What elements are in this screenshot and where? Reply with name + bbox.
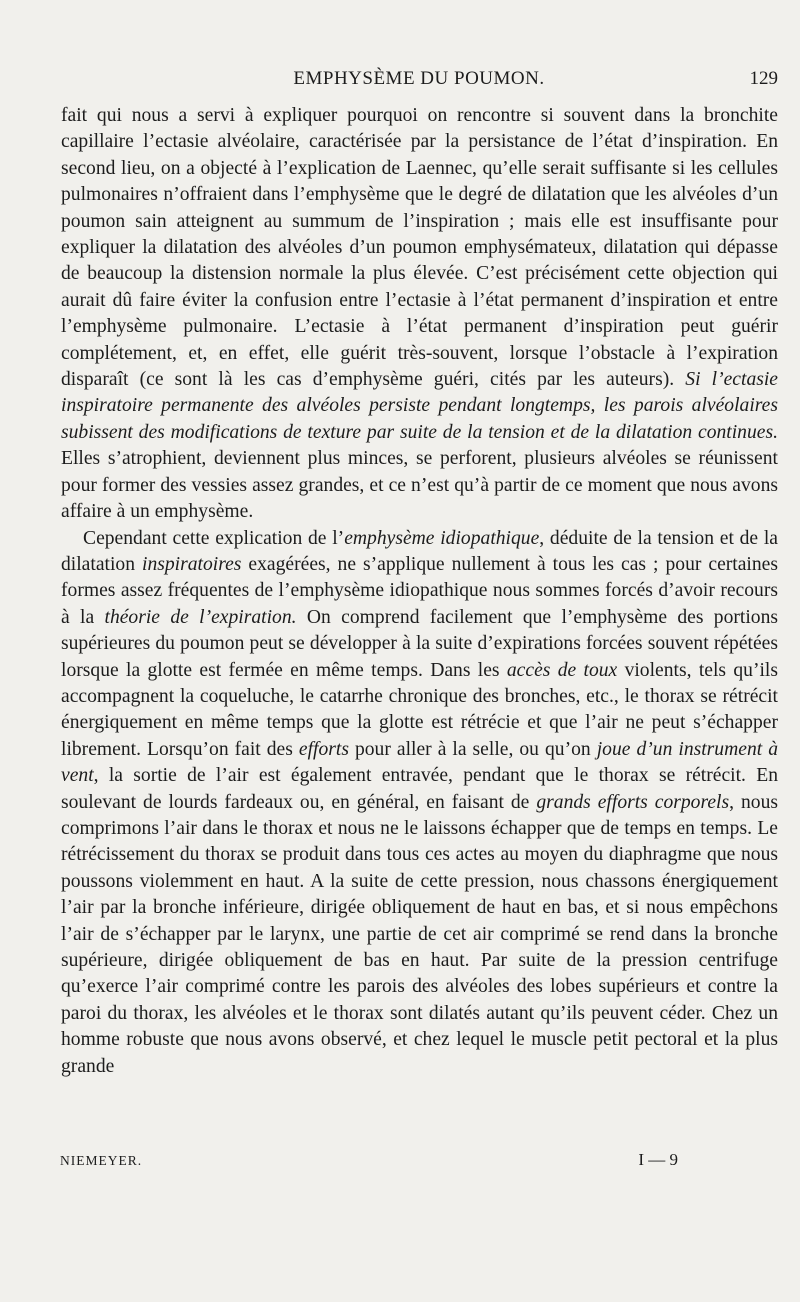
- italic-run: accès de toux: [506, 659, 618, 681]
- text-run: violents, tels qu’ils accompagnent la coqueluche, le catarrhe chronique des bronches, etc., le thorax se rétrécit énergiquement en même temps que la glotte est rétrécie et que l’air ne peut s’échapper librement. Lorsqu’on fait des: [61, 659, 778, 760]
- italic-run: joue d’un instrument à vent: [61, 738, 778, 787]
- italic-run: théorie de l’expiration.: [104, 606, 297, 628]
- page-footer: [60, 1150, 678, 1173]
- page-number: 129: [749, 68, 778, 89]
- italic-run: grands efforts corporels: [536, 791, 730, 813]
- text-run: Elles s’atrophient, deviennent plus minces, se perforent, plusieurs alvéoles se réunissent pour former des vessies assez grandes, et ce n’est qu’à partir de ce moment que nous avons affaire à un emphysème.: [61, 448, 778, 523]
- text-run: pour aller à la selle, ou qu’on: [348, 738, 597, 760]
- text-run: exagérées, ne s’applique nullement à tous les cas ; pour certaines formes assez fréquentes de l’emphysème idiopathique nous sommes forcés d’avoir recours à la: [61, 553, 778, 628]
- text-run: , déduite de la tension et de la dilatation: [61, 527, 778, 575]
- italic-run: efforts: [298, 738, 349, 760]
- text-run: , la sortie de l’air est également entravée, pendant que le thorax se rétrécit. En soulevant de lourds fardeaux ou, en général, en faisant de: [61, 765, 778, 813]
- paragraph: [61, 103, 778, 526]
- body-text: [61, 103, 778, 1080]
- text-run: On comprend facilement que l’emphysème des portions supérieures du poumon peut se développer à la suite d’expirations forcées souvent répétées lorsque la glotte est fermée en même temps. Dans les: [61, 606, 779, 681]
- paragraph: [61, 526, 778, 1081]
- italic-run: inspiratoires: [142, 553, 242, 575]
- running-title: EMPHYSÈME DU POUMON.: [293, 68, 545, 89]
- text-run: fait qui nous a servi à expliquer pourquoi on rencontre si souvent dans la bronchite capillaire l’ectasie alvéolaire, caractérisée par la persistance de l’état d’inspiration. En second lieu, on a objecté à l’explication de Laennec, qu’elle serait suffisante si les cellules pulmonaires n’offraient dans l’emphysème que le degré de dilatation que les alvéoles d’un poumon sain atteignent au summum de l’inspiration ; mais elle est insuffisante pour expliquer la dilatation des alvéoles d’un poumon emphysémateux, dilatation qui dépasse de beaucoup la distension normale la plus élevée. C’est précisément cette objection qui aurait dû faire éviter la confusion entre l’ectasie à l’état permanent d’inspiration et entre l’emphysème pulmonaire. L’ectasie à l’état permanent d’inspiration peut guérir complétement, et, en effet, elle guérit très-souvent, lorsque l’obstacle à l’expiration disparaît (ce sont là les cas d’emphysème guéri, cités par les auteurs).: [61, 105, 778, 391]
- italic-run: Si l’ectasie inspiratoire permanente des alvéoles persiste pendant longtemps, les parois alvéolaires subissent des modifications de texture par suite de la tension et de la dilatation continues.: [61, 369, 779, 443]
- italic-run: emphysème idiopathique: [344, 527, 540, 549]
- page-header: [60, 68, 778, 94]
- signature-name: NIEMEYER.: [60, 1153, 143, 1168]
- signature-mark: I — 9: [638, 1150, 678, 1169]
- text-run: Cependant cette explication de l’: [83, 527, 345, 549]
- text-run: , nous comprimons l’air dans le thorax et nous ne le laissons échapper que de temps en temps. Le rétrécissement du thorax se produit dans tous ces actes au moyen du diaphragme que nous poussons violemment en haut. A la suite de cette pression, nous chassons énergiquement l’air par la bronche inférieure, dirigée obliquement de haut en bas, et si nous empêchons l’air de s’échapper par le larynx, une partie de cet air comprimé se rend dans la bronche supérieure, dirigée obliquement de bas en haut. Par suite de la pression centrifuge qu’exerce l’air comprimé contre les parois des alvéoles des lobes supérieurs et contre la paroi du thorax, les alvéoles et le thorax sont dilatés autant qu’ils peuvent céder. Chez un homme robuste que nous avons observé, et chez lequel le muscle petit pectoral et la plus grande: [61, 791, 779, 1077]
